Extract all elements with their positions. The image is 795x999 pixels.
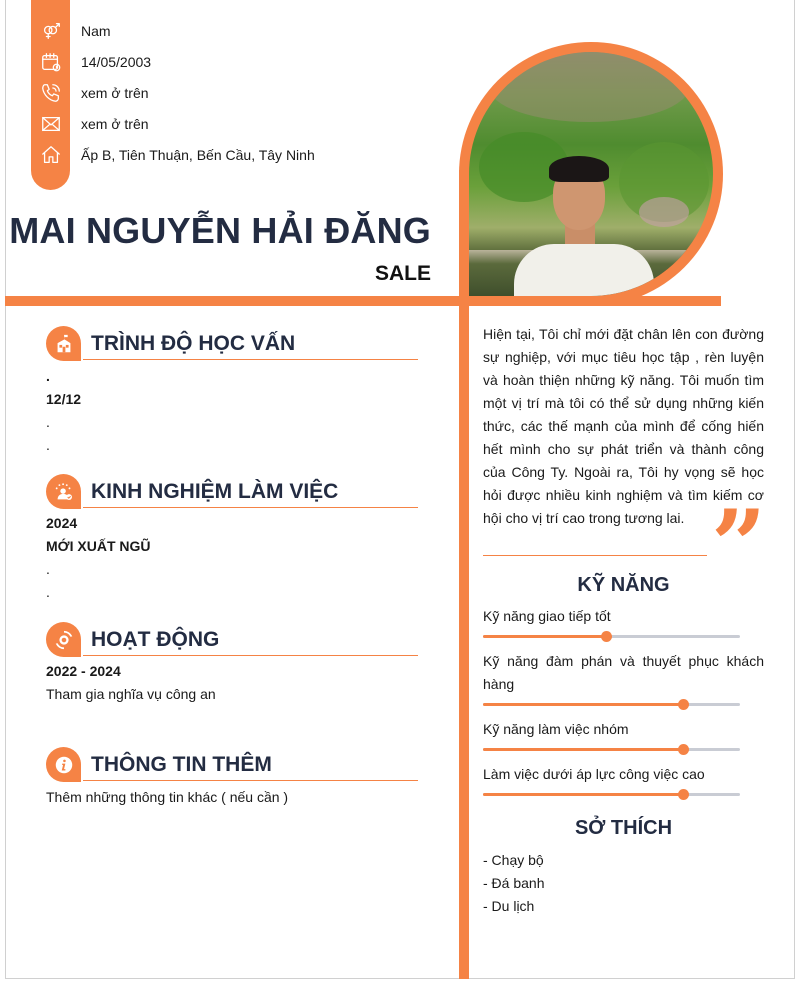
section-underline <box>83 359 418 360</box>
skills-title: KỸ NĂNG <box>577 574 670 596</box>
education-line: . <box>46 414 50 430</box>
calendar-icon <box>31 51 70 73</box>
skill-item <box>483 650 764 706</box>
quote-underline <box>483 555 707 556</box>
school-icon <box>46 326 81 361</box>
section-underline <box>83 507 418 508</box>
skill-label: Làm việc dưới áp lực công việc cao <box>483 766 705 782</box>
rating-user-icon <box>46 474 81 509</box>
contact-text: xem ở trên <box>81 116 149 132</box>
hobbies-title: SỞ THÍCH <box>574 817 673 839</box>
info-icon <box>46 747 81 782</box>
skill-item <box>483 605 764 638</box>
education-line: . <box>46 368 50 384</box>
section-title: THÔNG TIN THÊM <box>91 753 272 776</box>
activity-line: 2022 - 2024 <box>46 663 121 679</box>
activity-line: Tham gia nghĩa vụ công an <box>46 686 216 702</box>
skill-bar <box>483 748 740 751</box>
section-underline <box>83 780 418 781</box>
skill-item <box>483 763 764 796</box>
education-line: . <box>46 437 50 453</box>
contact-phone <box>31 81 149 105</box>
gender-icon <box>31 20 70 42</box>
skill-label: Kỹ năng giao tiếp tốt <box>483 608 611 624</box>
section-activities <box>46 622 418 706</box>
section-title: HOẠT ĐỘNG <box>91 628 220 651</box>
contact-email <box>31 112 149 136</box>
skill-item <box>483 718 764 751</box>
section-title: TRÌNH ĐỘ HỌC VẤN <box>91 332 296 355</box>
additional-line: Thêm những thông tin khác ( nếu cần ) <box>46 789 289 805</box>
gear-cycle-icon <box>46 622 81 657</box>
section-experience <box>46 474 418 604</box>
skill-bar <box>483 793 740 796</box>
phone-icon <box>31 82 70 104</box>
home-icon <box>31 144 70 166</box>
experience-line: 2024 <box>46 515 78 531</box>
contact-address <box>31 143 315 167</box>
skill-label: Kỹ năng làm việc nhóm <box>483 721 629 737</box>
education-line: 12/12 <box>46 391 82 407</box>
hobby-item: - Du lịch <box>483 898 535 914</box>
skill-label: Kỹ năng đàm phán và thuyết phục khách hàng <box>483 653 764 692</box>
section-underline <box>83 655 418 656</box>
section-title: KINH NGHIỆM LÀM VIỆC <box>91 480 339 503</box>
contact-text: Nam <box>81 23 111 39</box>
contact-text: xem ở trên <box>81 85 149 101</box>
experience-line: MỚI XUẤT NGŨ <box>46 538 151 554</box>
skill-bar <box>483 703 740 706</box>
contact-gender <box>31 19 111 43</box>
email-icon <box>31 113 70 135</box>
full-name: MAI NGUYỄN HẢI ĐĂNG <box>9 210 431 251</box>
career-objective: Hiện tại, Tôi chỉ mới đặt chân lên con đường sự nghiệp, với mục tiêu học tập , rèn luyện và hoàn thiện những kỹ năng. Tôi muốn tìm một vị trí mà tôi có thể sử dụng những kiến thức, các thế mạnh của mình để cống hiến hết mình cho sự phát triển và thành công của Công Ty. Ngoài ra, Tôi hy vọng sẽ học hỏi được nhiều kinh nghiệm và tìm kiếm cơ hội cho vị trí cao trong tương lai. <box>483 326 764 526</box>
horizontal-divider <box>5 296 721 306</box>
contact-text: Ấp B, Tiên Thuận, Bến Cầu, Tây Ninh <box>81 147 315 163</box>
avatar-photo <box>469 52 713 296</box>
job-position: SALE <box>374 262 431 285</box>
section-education <box>46 326 418 457</box>
hobby-item: - Đá banh <box>483 875 545 891</box>
experience-line: . <box>46 561 50 577</box>
skill-bar <box>483 635 740 638</box>
section-additional <box>46 747 418 809</box>
quote-icon: ” <box>711 489 767 602</box>
hobby-item: - Chạy bộ <box>483 852 544 868</box>
hobbies-list <box>483 849 544 918</box>
contact-text: 14/05/2003 <box>81 54 152 70</box>
experience-line: . <box>46 584 50 600</box>
contact-birthdate <box>31 50 151 74</box>
